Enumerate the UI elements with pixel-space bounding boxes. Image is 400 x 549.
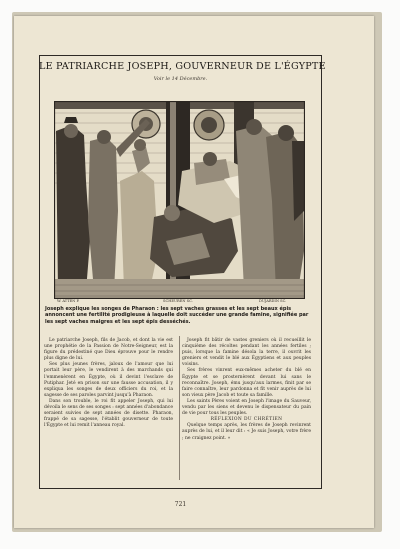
paragraph: Joseph fit bâtir de vastes greniers où il recueillit le cinquième des récoltes pendant les années fertiles ; puis, lorsque la famine désola la terre, il ouvrit les greniers et vendit le blé aux Égyptiens et aux peuples voisins.	[182, 338, 311, 368]
paragraph: Ses plus jeunes frères, jaloux de l'amour que lui portait leur père, le vendirent à des marchands qui l'emmenèrent en Égypte, où il devint l'esclave de Putiphar. Jeté en prison sur une fausse accusation, il y expliqua les songes de deux officiers du roi, et la sagesse de ses paroles parvint jusqu'à Pharaon.	[44, 362, 173, 398]
paragraph: Quelque temps après, les frères de Joseph revinrent auprès de lui, et il leur dit : « Je suis Joseph, votre frère ; ne craignez point. »	[182, 423, 311, 441]
credit-center: SCHEUREN SC.	[163, 299, 193, 303]
left-text-column	[44, 338, 173, 429]
page-subtitle: Voir le 14 Décembre.	[153, 76, 208, 82]
paragraph: Dans son trouble, le roi fit appeler Joseph, qui lui dévoila le sens de ses songes : sept années d'abondance seraient suivies de sept années de disette. Pharaon, frappé de sa sagesse, l'établit gouverneur de toute l'Égypte et lui remit l'anneau royal.	[44, 398, 173, 429]
page-number: 721	[174, 501, 187, 508]
page-title: LE PATRIARCHE JOSEPH, GOUVERNEUR DE L'ÉGYPTE	[39, 61, 326, 72]
column-divider	[179, 336, 180, 480]
right-text-column	[182, 338, 311, 442]
engraving-illustration	[54, 101, 305, 299]
illustration-caption: Joseph explique les songes de Pharaon : les sept vaches grasses et les sept beaux épis annoncent une fertilité prodigieuse à laquelle doit succéder une grande famine, signifiée par les sept vaches maigres et les sept épis desséchés.	[45, 306, 309, 325]
credit-right: DUJARDIN SC.	[259, 299, 287, 303]
paragraph: Ses frères vinrent eux-mêmes acheter du blé en Égypte et se prosternèrent devant lui sans le reconnaître. Joseph, ému jusqu'aux larmes, finit par se faire connaître, leur pardonna et fit venir auprès de lui son vieux père Jacob et toute sa famille.	[182, 368, 311, 398]
section-heading: RÉFLEXION DU CHRÉTIEN	[210, 417, 283, 423]
engraving-credits	[55, 299, 305, 305]
credit-left: W. ATTEN P.	[57, 299, 80, 303]
paragraph: Le patriarche Joseph, fils de Jacob, et dont la vie est une prophétie de la Passion de Notre-Seigneur, est la figure du prédestiné que Dieu éprouve pour le rendre plus digne de lui.	[44, 338, 173, 362]
paragraph: Les saints Pères voient en Joseph l'image du Sauveur, vendu par les siens et devenu le dispensateur du pain de vie pour tous les peuples.	[182, 398, 311, 417]
